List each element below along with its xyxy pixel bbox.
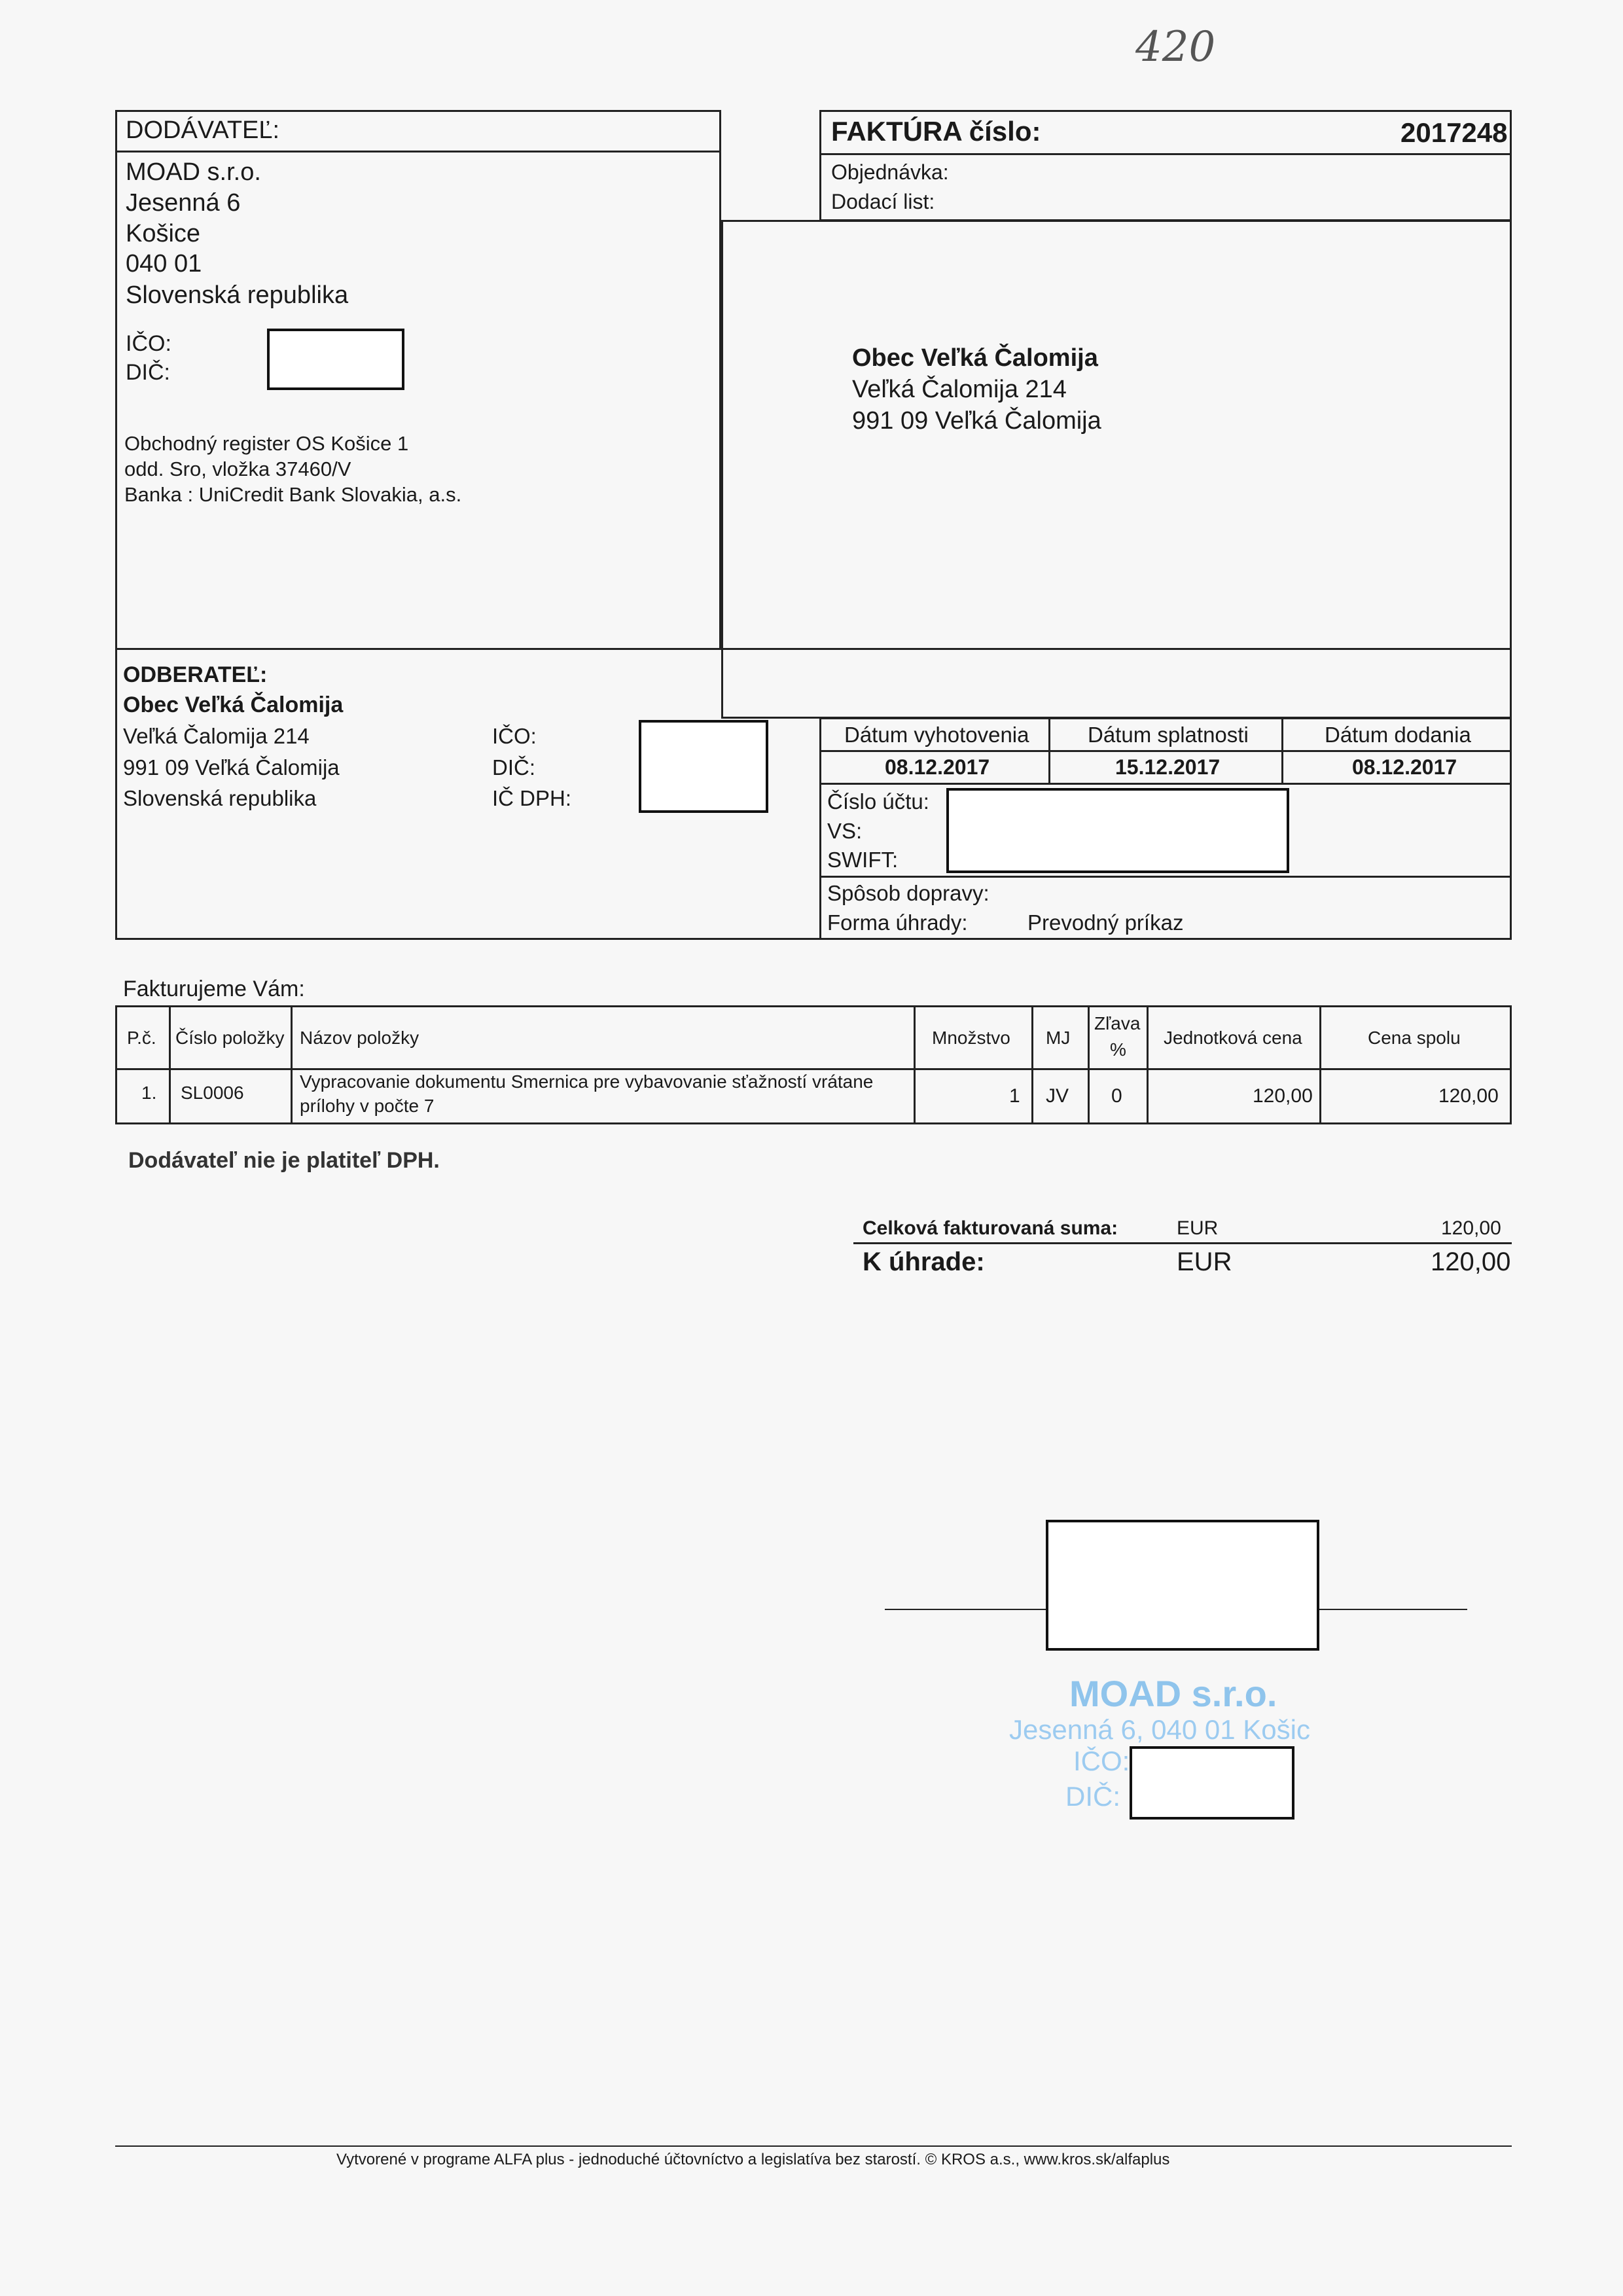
row-name-line-2: prílohy v počte 7	[300, 1096, 435, 1116]
supplier-name: MOAD s.r.o.	[126, 158, 261, 186]
row-name-line-1: Vypracovanie dokumentu Smernica pre vybavovanie sťažností vrátane	[300, 1071, 874, 1092]
supplier-city: Košice	[126, 220, 201, 247]
stamp-address: Jesenná 6, 040 01 Košic	[1009, 1714, 1310, 1745]
issue-date-label: Dátum vyhotovenia	[844, 723, 1029, 747]
footer-rule	[115, 2145, 1512, 2147]
invoiced-total-value: 120,00	[1441, 1217, 1501, 1239]
payment-method-value: Prevodný príkaz	[1027, 910, 1184, 935]
invoiced-total-currency: EUR	[1177, 1217, 1219, 1239]
stamp-name: MOAD s.r.o.	[1069, 1673, 1277, 1714]
dates-mid-rule	[819, 750, 1512, 752]
customer-dic-label: DIČ:	[492, 755, 535, 780]
row-total: 120,00	[1438, 1085, 1499, 1107]
recipient-name: Obec Veľká Čalomija	[852, 344, 1098, 372]
delivery-note-label: Dodací list:	[831, 190, 935, 213]
pay-total-currency: EUR	[1177, 1247, 1232, 1276]
account-redaction	[946, 788, 1289, 873]
payment-rule	[819, 876, 1512, 878]
invoiced-total-label: Celková fakturovaná suma:	[863, 1217, 1118, 1239]
header-name: Názov položky	[300, 1028, 419, 1048]
issue-date-value: 08.12.2017	[885, 755, 990, 779]
items-col-unit-price	[1147, 1005, 1149, 1124]
recipient-street: Veľká Čalomija 214	[852, 376, 1067, 403]
header-pc: P.č.	[127, 1028, 156, 1048]
pay-total-label: K úhrade:	[863, 1247, 985, 1276]
signature-line-right	[1318, 1609, 1467, 1610]
row-discount: 0	[1111, 1085, 1122, 1107]
items-header-rule	[115, 1068, 1512, 1070]
invoice-title: FAKTÚRA číslo:	[831, 116, 1041, 147]
items-intro: Fakturujeme Vám:	[123, 977, 305, 1001]
header-discount-2: %	[1110, 1039, 1126, 1060]
items-col-discount	[1088, 1005, 1090, 1124]
supplier-bank: Banka : UniCredit Bank Slovakia, a.s.	[124, 483, 462, 506]
swift-label: SWIFT:	[827, 848, 899, 872]
payment-method-label: Forma úhrady:	[827, 910, 968, 935]
supplier-register-2: odd. Sro, vložka 37460/V	[124, 457, 351, 480]
items-col-qty	[914, 1005, 916, 1124]
delivery-date-value: 08.12.2017	[1352, 755, 1457, 779]
header-discount-1: Zľava	[1094, 1013, 1141, 1033]
header-unit-price: Jednotková cena	[1164, 1028, 1302, 1048]
row-pc: 1.	[141, 1083, 157, 1103]
customer-heading: ODBERATEĽ:	[123, 662, 268, 687]
header-unit: MJ	[1046, 1028, 1071, 1048]
supplier-street: Jesenná 6	[126, 189, 241, 217]
customer-name: Obec Veľká Čalomija	[123, 692, 344, 717]
row-unit: JV	[1046, 1085, 1069, 1107]
supplier-country: Slovenská republika	[126, 281, 349, 309]
delivery-date-label: Dátum dodania	[1325, 723, 1471, 747]
supplier-register-1: Obchodný register OS Košice 1	[124, 432, 409, 455]
due-date-label: Dátum splatnosti	[1088, 723, 1249, 747]
customer-box	[115, 648, 1512, 940]
header-code: Číslo položky	[175, 1028, 285, 1048]
customer-street: Veľká Čalomija 214	[123, 724, 310, 748]
header-total: Cena spolu	[1368, 1028, 1461, 1048]
dates-bottom-rule	[819, 783, 1512, 785]
totals-rule	[853, 1242, 1512, 1244]
items-col-unit	[1031, 1005, 1033, 1124]
row-code: SL0006	[181, 1083, 244, 1103]
items-col-total	[1319, 1005, 1321, 1124]
stamp-id-redaction	[1130, 1746, 1294, 1820]
items-col-name	[291, 1005, 293, 1124]
dates-col-1	[1048, 717, 1050, 783]
vat-note: Dodávateľ nie je platiteľ DPH.	[128, 1148, 440, 1173]
recipient-address-box	[721, 220, 1512, 719]
customer-id-redaction	[639, 720, 768, 813]
order-label: Objednávka:	[831, 160, 949, 184]
customer-ico-label: IČO:	[492, 724, 537, 748]
customer-icdph-label: IČ DPH:	[492, 786, 572, 810]
pay-total-value: 120,00	[1431, 1247, 1511, 1276]
supplier-ico-label: IČO:	[126, 331, 171, 356]
customer-city: 991 09 Veľká Čalomija	[123, 755, 340, 780]
footer-text: Vytvorené v programe ALFA plus - jednoduché účtovníctvo a legislatíva bez starostí. © KROS a.s., www.kros.sk/alfaplus	[336, 2151, 1170, 2168]
supplier-id-redaction	[267, 329, 404, 390]
invoice-number: 2017248	[1400, 117, 1508, 148]
stamp-ico-label: IČO:	[1073, 1746, 1130, 1776]
signature-redaction	[1046, 1520, 1319, 1651]
row-qty: 1	[1009, 1085, 1020, 1107]
supplier-heading: DODÁVATEĽ:	[126, 117, 280, 144]
due-date-value: 15.12.2017	[1115, 755, 1221, 779]
signature-line-left	[885, 1609, 1047, 1610]
recipient-city: 991 09 Veľká Čalomija	[852, 407, 1101, 435]
invoice-title-rule	[819, 153, 1512, 155]
handwritten-mark: 420	[1135, 23, 1216, 71]
header-qty: Množstvo	[932, 1028, 1010, 1048]
row-unit-price: 120,00	[1253, 1085, 1313, 1107]
stamp-dic-label: DIČ:	[1065, 1781, 1120, 1812]
transport-label: Spôsob dopravy:	[827, 881, 990, 905]
customer-country: Slovenská republika	[123, 786, 317, 810]
account-label: Číslo účtu:	[827, 789, 929, 814]
supplier-dic-label: DIČ:	[126, 360, 170, 385]
items-col-code	[169, 1005, 171, 1124]
vs-label: VS:	[827, 819, 863, 843]
supplier-zip: 040 01	[126, 250, 202, 278]
dates-col-2	[1281, 717, 1283, 783]
dates-top-rule	[819, 717, 1512, 719]
supplier-heading-rule	[115, 151, 721, 152]
